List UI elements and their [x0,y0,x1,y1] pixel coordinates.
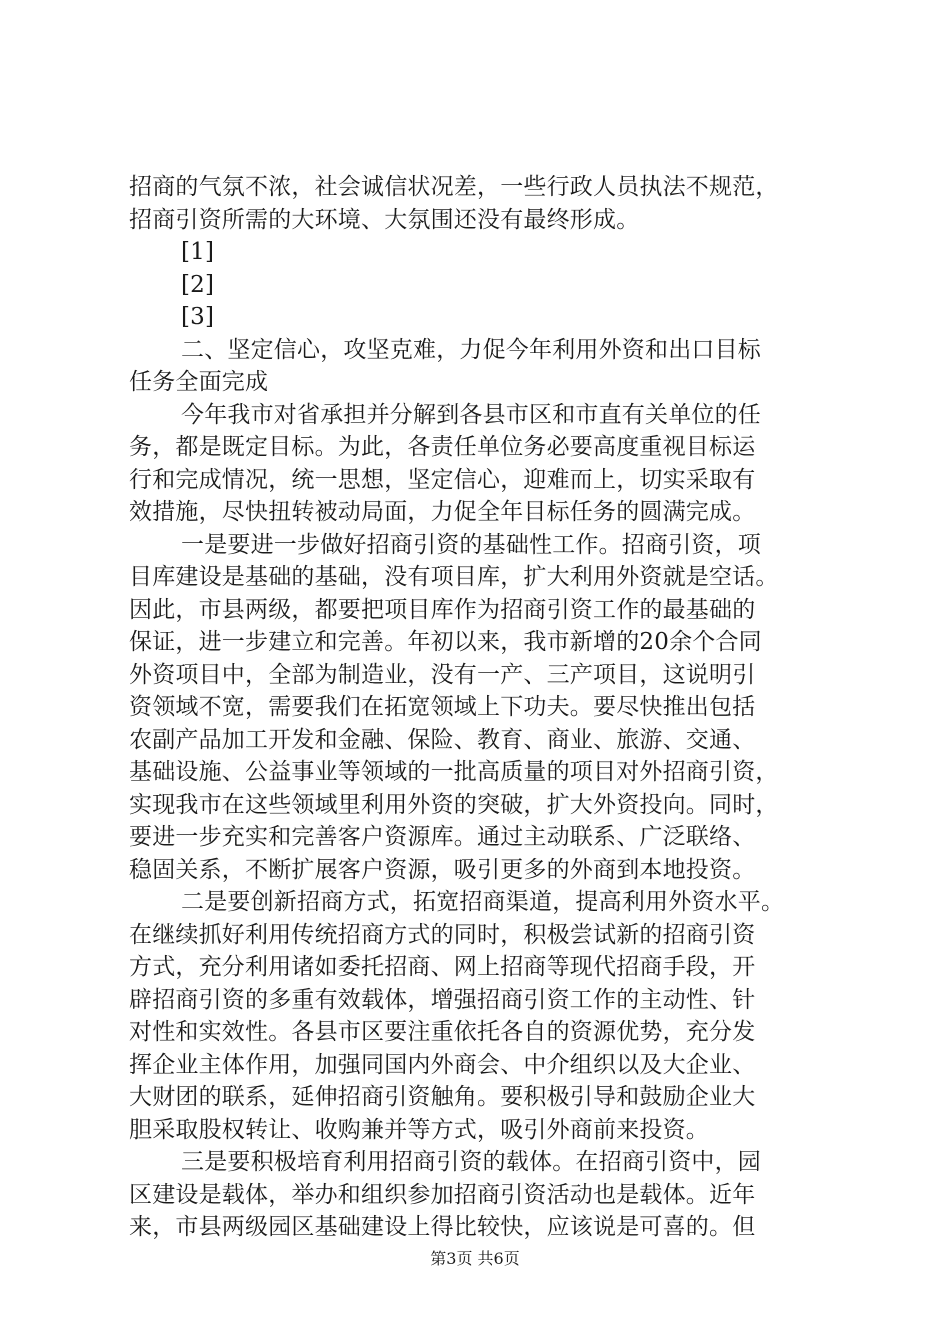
text-line: 要进一步充实和完善客户资源库。通过主动联系、广泛联络、 [129,824,756,850]
text-line: 挥企业主体作用，加强同国内外商会、中介组织以及大企业、 [129,1051,756,1078]
text-line: 农副产品加工开发和金融、保险、教育、商业、旅游、交通、 [129,726,756,753]
text-line: 行和完成情况，统一思想，坚定信心，迎难而上，切实采取有 [129,466,756,493]
paragraph-start: 一是要进一步做好招商引资的基础性工作。招商引资，项 [181,531,761,558]
text-line: 方式，充分利用诸如委托招商、网上招商等现代招商手段，开 [129,954,756,980]
text-line: 因此，市县两级，都要把项目库作为招商引资工作的最基础的 [129,596,756,623]
text-line: 外资项目中，全部为制造业，没有一产、三产项目，这说明引 [129,661,756,688]
page-number-footer: 第3页 共6页 [430,1249,520,1268]
text-line: 在继续抓好利用传统招商方式的同时，积极尝试新的招商引资 [129,921,756,948]
text-line: 稳固关系，不断扩展客户资源，吸引更多的外商到本地投资。 [129,856,756,883]
reference-marker: [3] [181,304,215,330]
text-line: 保证，进一步建立和完善。年初以来，我市新增的20余个合同 [129,629,762,655]
reference-marker: [2] [181,271,215,298]
paragraph-start: 二是要创新招商方式，拓宽招商渠道，提高利用外资水平。 [181,889,785,915]
text-line: 基础设施、公益事业等领域的一批高质量的项目对外招商引资， [129,759,779,785]
reference-marker: [1] [181,239,215,265]
document-body [129,171,829,1244]
text-line: 来，市县两级园区基础建设上得比较快，应该说是可喜的。但 [129,1214,756,1240]
text-line: 大财团的联系，延伸招商引资触角。要积极引导和鼓励企业大 [129,1084,756,1110]
section-heading: 二、坚定信心，攻坚克难，力促今年利用外资和出口目标 [181,336,761,363]
text-line: 胆采取股权转让、收购兼并等方式，吸引外商前来投资。 [129,1116,709,1143]
text-line: 对性和实效性。各县市区要注重依托各自的资源优势，充分发 [129,1019,756,1045]
text-line: 效措施，尽快扭转被动局面，力促全年目标任务的圆满完成。 [129,499,756,525]
text-line: 招商的气氛不浓，社会诚信状况差，一些行政人员执法不规范， [129,174,779,200]
text-line: 辟招商引资的多重有效载体，增强招商引资工作的主动性、针 [129,986,756,1013]
text-line: 招商引资所需的大环境、大氛围还没有最终形成。 [129,206,640,233]
section-heading-continued: 任务全面完成 [129,369,269,395]
text-line: 务，都是既定目标。为此，各责任单位务必要高度重视目标运 [129,434,756,460]
text-line: 目库建设是基础的基础，没有项目库，扩大利用外资就是空话。 [129,564,779,590]
text-line: 区建设是载体，举办和组织参加招商引资活动也是载体。近年 [129,1181,756,1208]
paragraph-start: 三是要积极培育利用招商引资的载体。在招商引资中，园 [181,1149,761,1175]
paragraph-start: 今年我市对省承担并分解到各县市区和市直有关单位的任 [181,401,761,428]
text-line: 实现我市在这些领域里利用外资的突破，扩大外资投向。同时， [129,791,779,818]
text-line: 资领域不宽，需要我们在拓宽领域上下功夫。要尽快推出包括 [129,694,756,720]
